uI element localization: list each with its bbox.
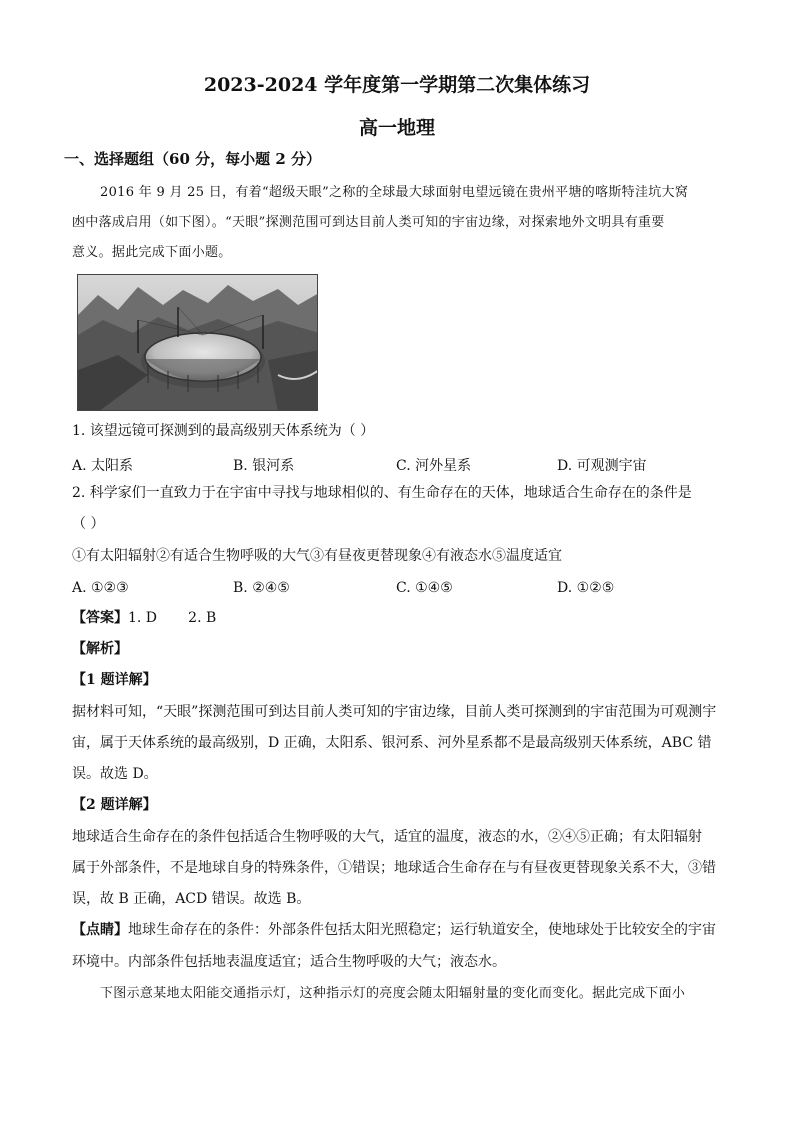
section-heading: 一、选择题组（60 分，每小题 2 分）	[64, 150, 321, 168]
detail1-line-3: 误。故选 D。	[72, 766, 158, 782]
passage1-line-1: 2016 年 9 月 25 日，有着“超级天眼”之称的全球最大球面射电望远镜在贵州平塘的喀斯特洼坑大窝	[100, 185, 689, 200]
passage1-line-3: 意义。据此完成下面小题。	[72, 245, 232, 260]
detail1-line-1: 据材料可知，“天眼”探测范围可到达目前人类可知的宇宙边缘，目前人类可探测到的宇宙范围为可观测宇	[72, 704, 717, 720]
tip-tag: 【点睛】	[72, 922, 128, 938]
q1-option-a: A. 太阳系	[72, 458, 134, 474]
answer-line	[72, 611, 722, 625]
q2-stem-cont: （ ）	[72, 516, 105, 532]
tip-line-1	[72, 923, 722, 937]
detail2-line-1: 地球适合生命存在的条件包括适合生物呼吸的大气，适宜的温度，液态的水，②④⑤正确；有太阳辐射	[72, 829, 702, 845]
q1-option-d: D. 可观测宇宙	[557, 458, 647, 474]
detail2-line-3: 误，故 B 正确，ACD 错误。故选 B。	[72, 891, 311, 907]
q1-option-c: C. 河外星系	[396, 458, 472, 474]
passage1-line-2: 凼中落成启用（如下图）。“天眼”探测范围可到达目前人类可知的宇宙边缘，对探索地外文明具有重要	[72, 215, 665, 230]
q2-stem: 2. 科学家们一直致力于在宇宙中寻找与地球相似的、有生命存在的天体，地球适合生命存在的条件是	[72, 485, 692, 501]
q1-option-b: B. 银河系	[233, 458, 295, 474]
q2-option-b: B. ②④⑤	[233, 580, 290, 596]
q1-stem: 1. 该望远镜可探测到的最高级别天体系统为（ ）	[72, 423, 375, 439]
passage2-line: 下图示意某地太阳能交通指示灯，这种指示灯的亮度会随太阳辐射量的变化而变化。据此完成下面小	[100, 986, 686, 1001]
exam-title: 2023-2024 学年度第一学期第二次集体练习	[203, 74, 591, 96]
tip-line-2: 环境中。内部条件包括地表温度适宜；适合生物呼吸的大气；液态水。	[72, 954, 506, 970]
answer-text: 1. D 2. B	[128, 610, 217, 626]
q2-option-d: D. ①②⑤	[557, 580, 615, 596]
q2-option-c: C. ①④⑤	[396, 580, 453, 596]
detail1-tag: 【1 题详解】	[72, 672, 157, 688]
answer-tag: 【答案】	[72, 610, 128, 626]
tip-text-1: 地球生命存在的条件：外部条件包括太阳光照稳定；运行轨道安全，使地球处于比较安全的宇宙	[128, 922, 716, 938]
analysis-tag: 【解析】	[72, 641, 128, 657]
detail2-line-2: 属于外部条件，不是地球自身的特殊条件，①错误；地球适合生命存在与有昼夜更替现象关系不大，③错	[72, 860, 716, 876]
subject-title: 高一地理	[358, 117, 435, 139]
fast-telescope-photo	[77, 274, 318, 411]
detail2-tag: 【2 题详解】	[72, 797, 157, 813]
q2-option-a: A. ①②③	[72, 580, 129, 596]
detail1-line-2: 宙，属于天体系统的最高级别，D 正确，太阳系、银河系、河外星系都不是最高级别天体系统，ABC 错	[72, 735, 712, 751]
q2-conditions: ①有太阳辐射②有适合生物呼吸的大气③有昼夜更替现象④有液态水⑤温度适宜	[72, 548, 562, 564]
